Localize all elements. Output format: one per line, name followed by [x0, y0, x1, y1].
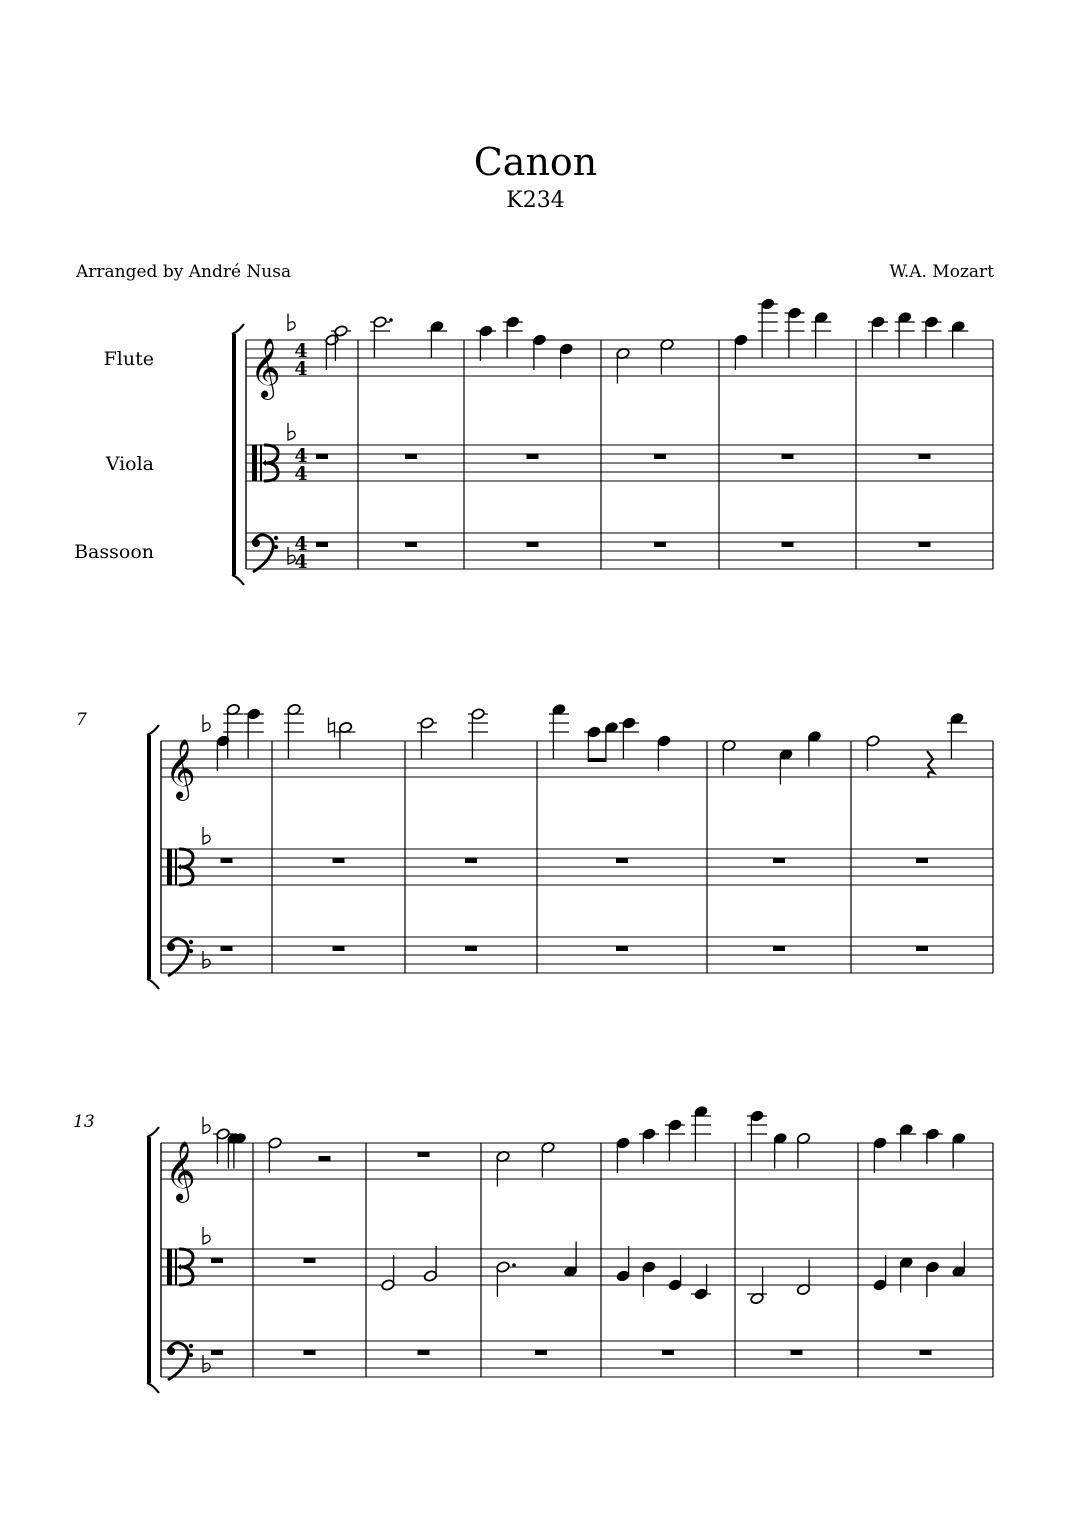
whole-rest-icon — [920, 1350, 932, 1355]
instrument-name-viola: Viola — [105, 453, 154, 475]
treble-clef-icon: 𝄞 — [165, 1141, 196, 1201]
bass-clef-icon — [189, 940, 193, 944]
whole-rest-icon — [304, 1258, 316, 1263]
alto-clef-icon — [167, 1249, 172, 1285]
time-signature-numerator: 4 — [294, 340, 308, 362]
system-bracket — [147, 735, 151, 979]
alto-clef-icon — [260, 445, 262, 481]
key-signature-flat-icon — [203, 1227, 210, 1244]
alto-clef-icon — [262, 460, 266, 466]
measure-number: 13 — [73, 1112, 95, 1132]
whole-rest-icon — [616, 858, 628, 863]
key-signature-flat-icon — [203, 1117, 210, 1134]
whole-rest-icon — [654, 542, 666, 547]
score-title: Canon — [473, 140, 598, 184]
whole-rest-icon — [773, 946, 785, 951]
augmentation-dot — [512, 1263, 516, 1267]
whole-rest-icon — [316, 454, 328, 459]
system-bracket — [147, 725, 159, 735]
composer-credit: W.A. Mozart — [889, 262, 994, 282]
alto-clef-icon — [252, 445, 257, 481]
whole-rest-icon — [221, 946, 233, 951]
whole-rest-icon — [418, 1350, 430, 1355]
whole-rest-icon — [616, 946, 628, 951]
whole-rest-icon — [221, 858, 233, 863]
alto-clef-icon — [175, 1249, 177, 1285]
key-signature-flat-icon — [203, 827, 210, 844]
time-signature-numerator: 4 — [294, 533, 308, 555]
whole-rest-icon — [916, 858, 928, 863]
key-signature-flat-icon — [288, 423, 295, 440]
alto-clef-icon — [167, 849, 172, 885]
whole-rest-icon — [527, 542, 539, 547]
time-signature-denominator: 4 — [294, 463, 308, 485]
treble-clef-icon: 𝄞 — [250, 338, 281, 398]
bass-clef-icon — [189, 1344, 193, 1348]
system-bracket — [232, 575, 244, 585]
system-bracket — [147, 1127, 159, 1137]
time-signature-denominator: 4 — [294, 551, 308, 573]
whole-rest-icon — [654, 454, 666, 459]
alto-clef-icon — [177, 864, 181, 870]
key-signature-flat-icon — [203, 1355, 210, 1372]
whole-rest-icon — [304, 1350, 316, 1355]
measure-number: 7 — [76, 710, 87, 730]
whole-rest-icon — [418, 1152, 430, 1157]
system-bracket — [147, 979, 159, 989]
system-bracket — [147, 1383, 159, 1393]
whole-rest-icon — [316, 542, 328, 547]
bass-clef-icon — [274, 545, 278, 549]
whole-rest-icon — [333, 858, 345, 863]
bass-clef-icon — [189, 1353, 193, 1357]
whole-rest-icon — [535, 1350, 547, 1355]
whole-rest-icon — [782, 454, 794, 459]
whole-rest-icon — [662, 1350, 674, 1355]
system-bracket — [147, 1137, 151, 1383]
whole-rest-icon — [782, 542, 794, 547]
key-signature-flat-icon — [203, 715, 210, 732]
arranger-credit: Arranged by André Nusa — [76, 262, 292, 282]
half-rest-icon — [319, 1156, 331, 1161]
whole-rest-icon — [465, 946, 477, 951]
whole-rest-icon — [211, 1258, 223, 1263]
system-bracket — [232, 334, 236, 575]
augmentation-dot — [389, 318, 393, 322]
score-subtitle: K234 — [506, 188, 565, 213]
whole-rest-icon — [919, 542, 931, 547]
whole-rest-icon — [405, 454, 417, 459]
whole-rest-icon — [527, 454, 539, 459]
alto-clef-icon — [175, 849, 177, 885]
whole-rest-icon — [465, 858, 477, 863]
whole-rest-icon — [773, 858, 785, 863]
key-signature-flat-icon — [203, 951, 210, 968]
treble-clef-icon: 𝄞 — [165, 739, 196, 799]
whole-rest-icon — [919, 454, 931, 459]
instrument-name-bassoon: Bassoon — [74, 541, 154, 563]
key-signature-flat-icon — [288, 314, 295, 331]
whole-rest-icon — [211, 1350, 223, 1355]
whole-rest-icon — [405, 542, 417, 547]
system-bracket — [232, 324, 244, 334]
whole-rest-icon — [916, 946, 928, 951]
whole-rest-icon — [791, 1350, 803, 1355]
time-signature-denominator: 4 — [294, 358, 308, 380]
natural-icon — [329, 718, 335, 738]
time-signature-numerator: 4 — [294, 445, 308, 467]
whole-rest-icon — [333, 946, 345, 951]
note-beam — [588, 758, 606, 762]
instrument-name-flute: Flute — [103, 348, 154, 370]
bass-clef-icon — [189, 949, 193, 953]
bass-clef-icon — [274, 536, 278, 540]
quarter-rest-icon — [927, 751, 934, 778]
alto-clef-icon — [177, 1264, 181, 1270]
